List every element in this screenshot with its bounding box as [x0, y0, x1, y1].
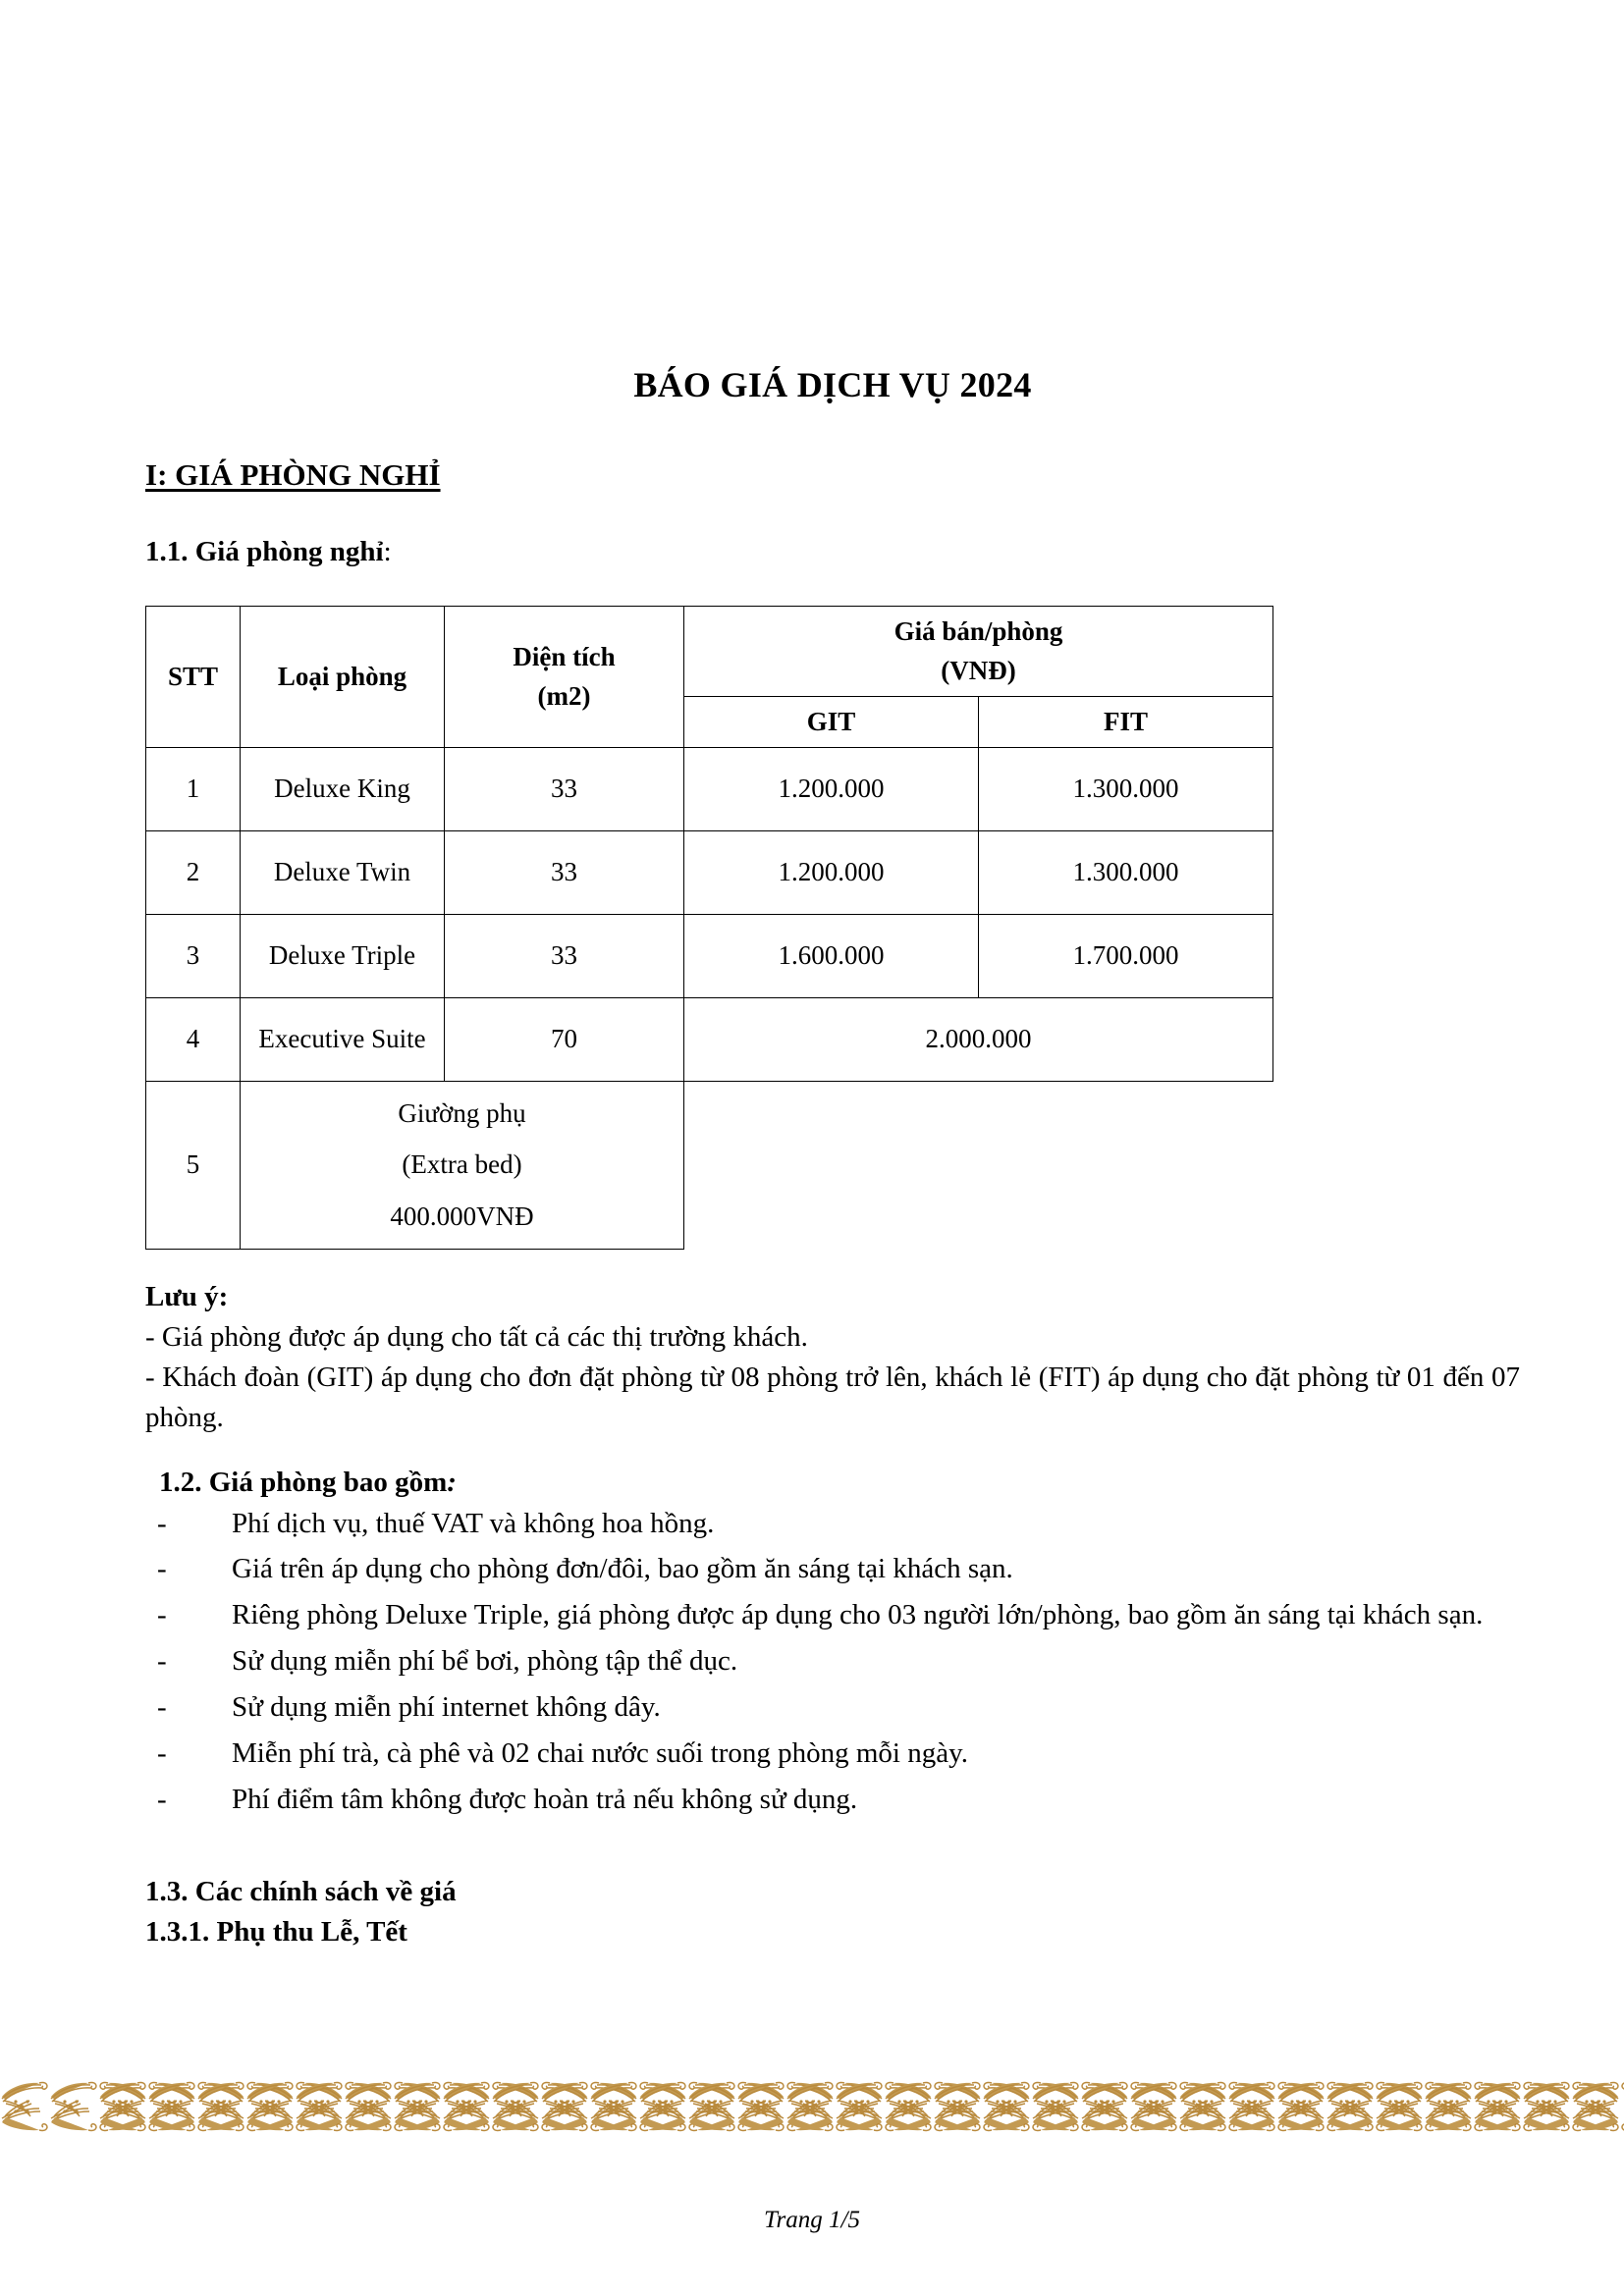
list-item-text: Phí dịch vụ, thuế VAT và không hoa hồng.: [232, 1507, 715, 1539]
cell-git: 1.200.000: [684, 747, 979, 830]
table-body: [146, 747, 1273, 1249]
table-head: [146, 607, 1273, 747]
ornament-svg: [0, 2071, 1624, 2136]
th-room-type: Loại phòng: [241, 607, 445, 747]
extra-bed-line-3: 400.000VNĐ: [390, 1201, 534, 1232]
bullet-dash-icon: -: [157, 1507, 167, 1539]
cell-stt: 5: [146, 1081, 241, 1249]
list-item-text: Riêng phòng Deluxe Triple, giá phòng được áp dụng cho 03 người lớn/phòng, bao gồm ăn sáng tại khách sạn.: [232, 1599, 1484, 1631]
notes-block: [145, 1277, 1520, 1439]
cell-extra-bed: [241, 1081, 684, 1249]
heading-1-1-number: 1.1.: [145, 535, 195, 567]
th-price: [684, 607, 1273, 696]
heading-section-i: [145, 405, 1520, 493]
th-area-unit: (m2): [537, 680, 591, 711]
list-item: [145, 1503, 1520, 1545]
cell-room-type: Deluxe Triple: [241, 914, 445, 997]
cell-stt: 2: [146, 830, 241, 914]
cell-stt: 4: [146, 997, 241, 1081]
table-row: [146, 914, 1273, 997]
table-header-row-1: [146, 607, 1273, 696]
bullet-dash-icon: -: [157, 1553, 167, 1585]
table-row: [146, 830, 1273, 914]
list-item: [145, 1640, 1520, 1682]
cell-price-merged: 2.000.000: [684, 997, 1273, 1081]
cell-area: 70: [445, 997, 684, 1081]
note-line-2: - Khách đoàn (GIT) áp dụng cho đơn đặt phòng từ 08 phòng trở lên, khách lẻ (FIT) áp dụng cho đặt phòng từ 01 đến 07 phòng.: [145, 1362, 1520, 1434]
heading-1-3: 1.3. Các chính sách về giá: [145, 1875, 457, 1907]
heading-1-2: [145, 1438, 1520, 1502]
benefits-list: [145, 1503, 1520, 1821]
cell-area: 33: [445, 747, 684, 830]
table-row: [146, 997, 1273, 1081]
bullet-dash-icon: -: [157, 1783, 167, 1815]
page-title: BÁO GIÁ DỊCH VỤ 2024: [633, 365, 1032, 404]
th-area-label: Diện tích: [513, 642, 616, 672]
cell-stt: 1: [146, 747, 241, 830]
table-row: [146, 747, 1273, 830]
cell-fit: 1.300.000: [979, 747, 1273, 830]
list-item: [145, 1779, 1520, 1821]
cell-stt: 3: [146, 914, 241, 997]
th-git: GIT: [684, 696, 979, 747]
list-item-text: Phí điểm tâm không được hoàn trả nếu không sử dụng.: [232, 1783, 858, 1815]
heading-section-i-label: I: GIÁ PHÒNG NGHỈ: [145, 457, 441, 493]
th-price-label: Giá bán/phòng: [893, 616, 1063, 647]
cell-fit: 1.300.000: [979, 830, 1273, 914]
th-fit: FIT: [979, 696, 1273, 747]
th-price-unit: (VNĐ): [941, 655, 1016, 685]
th-stt: STT: [146, 607, 241, 747]
list-item: [145, 1686, 1520, 1729]
cell-git: 1.600.000: [684, 914, 979, 997]
cell-room-type: Executive Suite: [241, 997, 445, 1081]
note-line-1: - Giá phòng được áp dụng cho tất cả các thị trường khách.: [145, 1320, 808, 1353]
bullet-dash-icon: -: [157, 1691, 167, 1724]
list-item: [145, 1594, 1520, 1636]
extra-bed-line-2: (Extra bed): [402, 1149, 522, 1180]
heading-1-1-text: Giá phòng nghỉ: [194, 535, 384, 567]
bullet-dash-icon: -: [157, 1599, 167, 1631]
cell-area: 33: [445, 914, 684, 997]
notes-label: Lưu ý:: [145, 1280, 229, 1312]
list-item: [145, 1733, 1520, 1775]
bullet-dash-icon: -: [157, 1737, 167, 1770]
extra-bed-line-1: Giường phụ: [398, 1097, 526, 1128]
page-footer: [0, 2207, 1624, 2234]
table-row-extra-bed: [146, 1081, 1273, 1249]
heading-1-2-number: 1.2.: [159, 1467, 209, 1499]
cell-room-type: Deluxe Twin: [241, 830, 445, 914]
heading-1-1-colon: :: [383, 535, 392, 567]
cell-fit: 1.700.000: [979, 914, 1273, 997]
heading-1-2-text: Giá phòng bao gồm: [208, 1467, 448, 1499]
heading-1-2-colon: :: [447, 1467, 457, 1499]
th-area: [445, 607, 684, 747]
page-number-label: Trang 1/5: [764, 2207, 860, 2233]
cell-room-type: Deluxe King: [241, 747, 445, 830]
list-item-text: Sử dụng miễn phí bể bơi, phòng tập thể dục.: [232, 1645, 738, 1678]
room-price-table: [145, 606, 1273, 1249]
cell-empty: [684, 1081, 1273, 1249]
heading-1-1: [145, 494, 1520, 569]
list-item-text: Sử dụng miễn phí internet không dây.: [232, 1691, 661, 1724]
page-content: [145, 0, 1520, 1952]
bullet-dash-icon: -: [157, 1645, 167, 1678]
cell-area: 33: [445, 830, 684, 914]
heading-1-3-1: 1.3.1. Phụ thu Lễ, Tết: [145, 1916, 407, 1949]
list-item: [145, 1548, 1520, 1590]
list-item-text: Miễn phí trà, cà phê và 02 chai nước suối trong phòng mỗi ngày.: [232, 1737, 968, 1770]
ornamental-border: [0, 2071, 1624, 2136]
list-item-text: Giá trên áp dụng cho phòng đơn/đôi, bao gồm ăn sáng tại khách sạn.: [232, 1553, 1013, 1585]
cell-git: 1.200.000: [684, 830, 979, 914]
